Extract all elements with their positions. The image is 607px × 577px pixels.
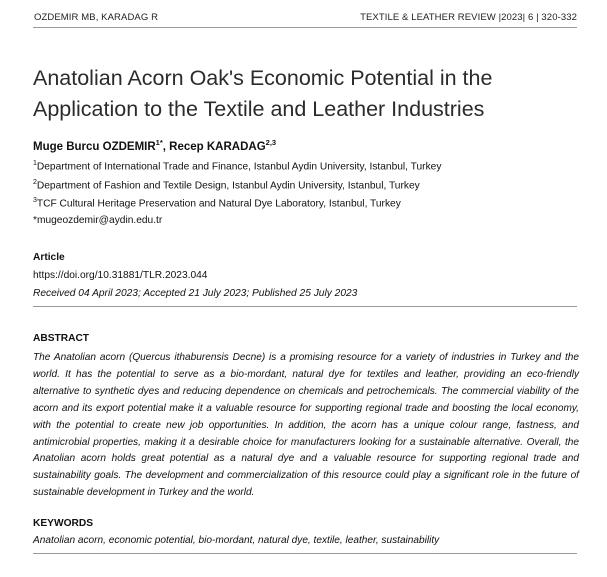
author-list: [33, 138, 276, 153]
affiliation-3: [33, 197, 401, 209]
author-name: Recep KARADAG: [169, 140, 266, 153]
abstract-heading: ABSTRACT: [33, 333, 90, 344]
author-name: Muge Burcu OZDEMIR: [33, 140, 156, 153]
affiliation-text: TCF Cultural Heritage Preservation and Natural Dye Laboratory, Istanbul, Turkey: [36, 198, 401, 210]
keywords-heading: KEYWORDS: [33, 518, 93, 529]
article-dates: Received 04 April 2023; Accepted 21 July 2023; Published 25 July 2023: [33, 288, 358, 299]
affiliation-text: Department of Fashion and Textile Design, Istanbul Aydin University, Istanbul, Turkey: [36, 180, 420, 192]
running-header-authors: OZDEMIR MB, KARADAG R: [34, 12, 159, 23]
keywords-text: Anatolian acorn, economic potential, bio-mordant, natural dye, textile, leather, sustainability: [33, 535, 440, 546]
doi-link[interactable]: https://doi.org/10.31881/TLR.2023.044: [33, 270, 208, 281]
author-affiliation-marker: 2,3: [265, 138, 277, 147]
affiliation-2: [33, 179, 420, 191]
article-type-label: Article: [33, 252, 65, 263]
header-divider: [33, 27, 577, 28]
affiliation-marker: 3: [33, 197, 37, 204]
paper-title: [33, 63, 578, 125]
paper-title-line-2: Application to the Textile and Leather Industries: [33, 97, 485, 121]
affiliation-marker: 2: [33, 179, 37, 186]
affiliation-marker: 1: [33, 160, 37, 167]
running-header-journal: TEXTILE & LEATHER REVIEW |2023| 6 | 320-332: [360, 12, 577, 23]
section-divider: [33, 306, 577, 307]
footer-divider: [33, 553, 577, 554]
affiliation-1: [33, 160, 441, 172]
author-separator: ,: [162, 140, 170, 153]
paper-title-line-1: Anatolian Acorn Oak's Economic Potential in the: [33, 66, 493, 90]
author-affiliation-marker: 1*: [155, 138, 163, 147]
affiliation-text: Department of International Trade and Finance, Istanbul Aydin University, Istanbul, Turkey: [36, 161, 442, 173]
abstract-text: The Anatolian acorn (Quercus ithaburensis Decne) is a promising resource for a variety of industries in Turkey and the world. It has the potential to serve as a bio-mordant, natural dye for textiles and leather, providing an eco-friendly alternative to synthetic dyes and reducing dependence on chemicals and petrochemicals. The commercial viability of the acorn and its export potential make it a valuable resource for supporting regional trade and boosting the local economy, with the potential to create new job opportunities. In addition, the acorn has a unique colour range, fastness, and antimicrobial properties, making it a desirable choice for manufacturers looking for a sustainable alternative. Overall, the Anatolian acorn holds great potential as a natural dye and a valuable resource for supporting regional trade and sustainability goals. The development and commercialization of this resource could play a significant role in the future of sustainable development in Turkey and the world.: [33, 352, 579, 499]
corresponding-email[interactable]: *mugeozdemir@aydin.edu.tr: [33, 215, 163, 226]
